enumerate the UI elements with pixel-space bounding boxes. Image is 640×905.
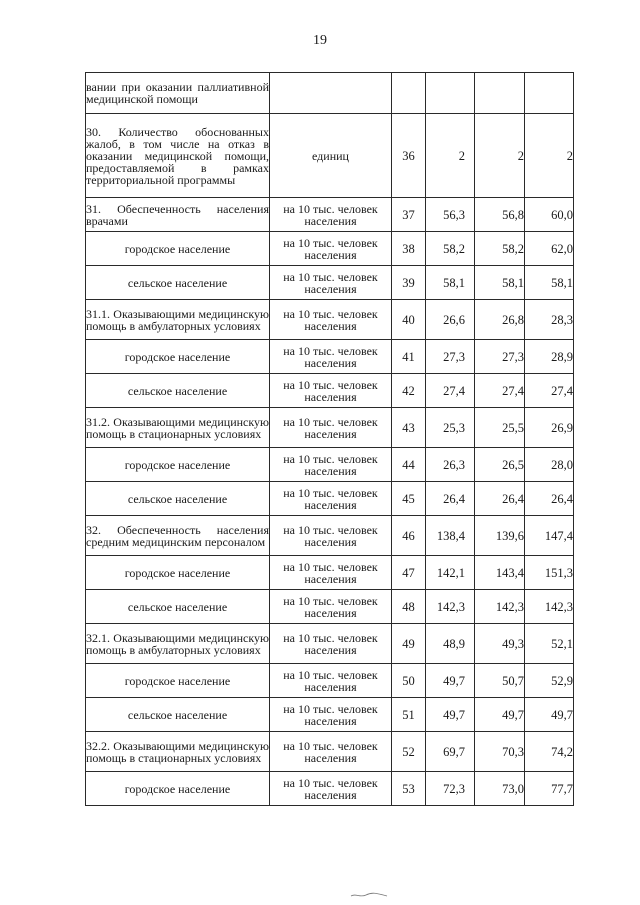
row-number-cell: 42 [392, 374, 426, 408]
table-body [86, 73, 574, 806]
table-row [86, 408, 574, 448]
row-number-cell: 53 [392, 772, 426, 806]
value-cell-1: 58,1 [426, 266, 475, 300]
row-number-cell: 38 [392, 232, 426, 266]
indicator-name: городское население [124, 457, 231, 472]
indicator-name-cell [86, 198, 270, 232]
indicator-name: городское население [124, 349, 231, 364]
value-cell-3: 27,4 [525, 374, 574, 408]
indicator-name: городское население [124, 673, 231, 688]
row-number-cell: 49 [392, 624, 426, 664]
indicator-name-cell [86, 624, 270, 664]
value-cell-2 [475, 73, 525, 114]
indicator-name: 32.2. Оказывающими медицинскую помощь в стационарных условиях [86, 738, 269, 765]
unit-cell: на 10 тыс. человек населения [270, 482, 392, 516]
unit-cell: на 10 тыс. человек населения [270, 408, 392, 448]
table-row [86, 73, 574, 114]
row-number-cell: 39 [392, 266, 426, 300]
table-row [86, 732, 574, 772]
indicator-name: сельское население [127, 599, 228, 614]
row-number-cell: 52 [392, 732, 426, 772]
value-cell-2: 56,8 [475, 198, 525, 232]
unit-cell: на 10 тыс. человек населения [270, 698, 392, 732]
indicator-name: 31.2. Оказывающими медицинскую помощь в стационарных условиях [86, 414, 269, 441]
unit-cell: на 10 тыс. человек населения [270, 300, 392, 340]
row-number-cell: 48 [392, 590, 426, 624]
value-cell-1: 69,7 [426, 732, 475, 772]
row-number-cell: 43 [392, 408, 426, 448]
table-row [86, 448, 574, 482]
indicator-name: городское население [124, 565, 231, 580]
value-cell-3: 2 [525, 114, 574, 198]
unit-cell: на 10 тыс. человек населения [270, 374, 392, 408]
indicator-name-cell [86, 772, 270, 806]
value-cell-1: 142,1 [426, 556, 475, 590]
indicator-name-cell [86, 300, 270, 340]
value-cell-2: 26,4 [475, 482, 525, 516]
unit-cell: на 10 тыс. человек населения [270, 664, 392, 698]
indicator-name-cell [86, 664, 270, 698]
value-cell-1: 26,6 [426, 300, 475, 340]
value-cell-1: 138,4 [426, 516, 475, 556]
value-cell-3: 62,0 [525, 232, 574, 266]
row-number-cell: 45 [392, 482, 426, 516]
indicator-name: вании при оказании паллиативной медицинской помощи [86, 80, 269, 106]
indicator-name: 31. Обеспеченность населения врачами [86, 201, 269, 228]
indicator-name-cell [86, 114, 270, 198]
value-cell-1: 142,3 [426, 590, 475, 624]
value-cell-2: 73,0 [475, 772, 525, 806]
indicator-name: 32. Обеспеченность населения средним медицинским персоналом [86, 522, 269, 549]
row-number-cell [392, 73, 426, 114]
indicator-name-cell [86, 556, 270, 590]
table-row [86, 340, 574, 374]
value-cell-3 [525, 73, 574, 114]
table-row [86, 482, 574, 516]
value-cell-3: 52,1 [525, 624, 574, 664]
row-number-cell: 51 [392, 698, 426, 732]
value-cell-3: 147,4 [525, 516, 574, 556]
value-cell-1 [426, 73, 475, 114]
page-number: 19 [313, 33, 327, 48]
indicator-name-cell [86, 266, 270, 300]
unit-cell: на 10 тыс. человек населения [270, 624, 392, 664]
unit-cell: на 10 тыс. человек населения [270, 772, 392, 806]
indicator-name: сельское население [127, 491, 228, 506]
table-row [86, 300, 574, 340]
value-cell-3: 151,3 [525, 556, 574, 590]
row-number-cell: 41 [392, 340, 426, 374]
table-row [86, 374, 574, 408]
indicator-name-cell [86, 732, 270, 772]
value-cell-1: 2 [426, 114, 475, 198]
value-cell-1: 49,7 [426, 698, 475, 732]
indicator-name: сельское население [127, 707, 228, 722]
indicator-name-cell [86, 448, 270, 482]
unit-cell: на 10 тыс. человек населения [270, 198, 392, 232]
value-cell-2: 26,8 [475, 300, 525, 340]
value-cell-1: 26,3 [426, 448, 475, 482]
value-cell-3: 26,9 [525, 408, 574, 448]
unit-cell: на 10 тыс. человек населения [270, 232, 392, 266]
value-cell-1: 72,3 [426, 772, 475, 806]
indicator-name: 31.1. Оказывающими медицинскую помощь в амбулаторных условиях [86, 306, 269, 333]
indicator-name-cell [86, 374, 270, 408]
indicator-name: сельское население [127, 275, 228, 290]
value-cell-3: 26,4 [525, 482, 574, 516]
unit-cell: на 10 тыс. человек населения [270, 732, 392, 772]
indicator-name-cell [86, 232, 270, 266]
indicator-name: городское население [124, 781, 231, 796]
unit-cell: на 10 тыс. человек населения [270, 448, 392, 482]
row-number-cell: 47 [392, 556, 426, 590]
indicator-name: городское население [124, 241, 231, 256]
indicator-name-cell [86, 340, 270, 374]
indicator-name-cell [86, 73, 270, 114]
value-cell-2: 143,4 [475, 556, 525, 590]
value-cell-2: 142,3 [475, 590, 525, 624]
value-cell-1: 49,7 [426, 664, 475, 698]
table-row [86, 198, 574, 232]
value-cell-3: 52,9 [525, 664, 574, 698]
value-cell-3: 49,7 [525, 698, 574, 732]
value-cell-1: 25,3 [426, 408, 475, 448]
value-cell-2: 139,6 [475, 516, 525, 556]
table-row [86, 232, 574, 266]
unit-cell: единиц [270, 114, 392, 198]
value-cell-1: 27,3 [426, 340, 475, 374]
unit-cell: на 10 тыс. человек населения [270, 266, 392, 300]
indicator-name-cell [86, 590, 270, 624]
indicator-name-cell [86, 482, 270, 516]
unit-cell: на 10 тыс. человек населения [270, 340, 392, 374]
value-cell-1: 27,4 [426, 374, 475, 408]
unit-cell: на 10 тыс. человек населения [270, 590, 392, 624]
table-row [86, 590, 574, 624]
row-number-cell: 50 [392, 664, 426, 698]
signature-mark [350, 890, 388, 900]
table-row [86, 556, 574, 590]
value-cell-2: 2 [475, 114, 525, 198]
table-row [86, 772, 574, 806]
table-row [86, 516, 574, 556]
value-cell-2: 50,7 [475, 664, 525, 698]
value-cell-2: 70,3 [475, 732, 525, 772]
unit-cell [270, 73, 392, 114]
value-cell-2: 58,2 [475, 232, 525, 266]
value-cell-2: 27,3 [475, 340, 525, 374]
value-cell-3: 28,3 [525, 300, 574, 340]
value-cell-2: 27,4 [475, 374, 525, 408]
value-cell-3: 77,7 [525, 772, 574, 806]
value-cell-2: 49,7 [475, 698, 525, 732]
table-row [86, 266, 574, 300]
value-cell-1: 58,2 [426, 232, 475, 266]
unit-cell: на 10 тыс. человек населения [270, 516, 392, 556]
indicator-name-cell [86, 698, 270, 732]
indicator-name: 32.1. Оказывающими медицинскую помощь в амбулаторных условиях [86, 630, 269, 657]
row-number-cell: 36 [392, 114, 426, 198]
value-cell-2: 25,5 [475, 408, 525, 448]
indicator-name-cell [86, 516, 270, 556]
value-cell-3: 74,2 [525, 732, 574, 772]
row-number-cell: 46 [392, 516, 426, 556]
table-row [86, 664, 574, 698]
value-cell-1: 48,9 [426, 624, 475, 664]
value-cell-2: 58,1 [475, 266, 525, 300]
value-cell-3: 58,1 [525, 266, 574, 300]
unit-cell: на 10 тыс. человек населения [270, 556, 392, 590]
value-cell-3: 28,9 [525, 340, 574, 374]
value-cell-2: 26,5 [475, 448, 525, 482]
value-cell-3: 28,0 [525, 448, 574, 482]
indicator-name: 30. Количество обоснованных жалоб, в том числе на отказ в оказании медицинской помощи, предоставляемой в рамках территориальной программы [86, 124, 269, 187]
value-cell-1: 26,4 [426, 482, 475, 516]
indicators-table [85, 72, 574, 806]
row-number-cell: 37 [392, 198, 426, 232]
value-cell-1: 56,3 [426, 198, 475, 232]
row-number-cell: 40 [392, 300, 426, 340]
table-row [86, 114, 574, 198]
row-number-cell: 44 [392, 448, 426, 482]
table-row [86, 624, 574, 664]
indicator-name-cell [86, 408, 270, 448]
indicator-name: сельское население [127, 383, 228, 398]
value-cell-3: 60,0 [525, 198, 574, 232]
value-cell-2: 49,3 [475, 624, 525, 664]
value-cell-3: 142,3 [525, 590, 574, 624]
table-row [86, 698, 574, 732]
